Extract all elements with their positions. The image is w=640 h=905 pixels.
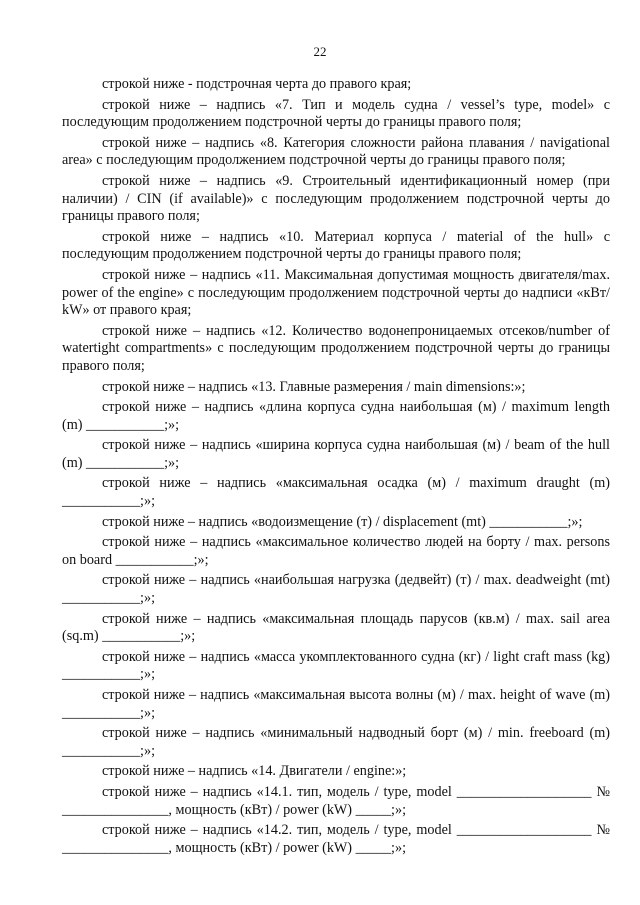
paragraph-watertight-compartments: строкой ниже – надпись «12. Количество водонепроницаемых отсеков/number of watertight compartments» с последующим продолжением подстрочной черты до границы правого поля; bbox=[62, 322, 610, 374]
paragraph-max-persons: строкой ниже – надпись «максимальное количество людей на борту / max. persons on board ___________;»; bbox=[62, 534, 610, 568]
paragraph-light-craft-mass: строкой ниже – надпись «масса укомплектованного судна (кг) / light craft mass (kg) ___________;»; bbox=[62, 648, 610, 683]
paragraph-beam: строкой ниже – надпись «ширина корпуса судна наибольшая (м) / beam of the hull (m) ___________;»; bbox=[62, 437, 610, 471]
document-body bbox=[62, 76, 610, 860]
paragraph-navigational-area: строкой ниже – надпись «8. Категория сложности района плавания / navigational area» с последующим продолжением подстрочной черты до границы правого поля; bbox=[62, 134, 610, 169]
paragraph-displacement: строкой ниже – надпись «водоизмещение (т) / displacement (mt) ___________;»; bbox=[102, 513, 583, 530]
paragraph-subline: строкой ниже - подстрочная черта до правого края; bbox=[102, 76, 412, 92]
paragraph-engine-1: строкой ниже – надпись «14.1. тип, модель / type, model ___________________ № _______________, мощность (кВт) / power (kW) _____;»; bbox=[62, 783, 610, 818]
paragraph-hull-material: строкой ниже – надпись «10. Материал корпуса / material of the hull» с последующим продолжением подстрочной черты до границы правого поля; bbox=[62, 228, 610, 263]
paragraph-engine-power: строкой ниже – надпись «11. Максимальная допустимая мощность двигателя/max. power of the engine» с последующим продолжением подстрочной черты до надписи «кВт/ kW» от правого края; bbox=[62, 266, 610, 319]
paragraph-engines: строкой ниже – надпись «14. Двигатели / engine:»; bbox=[102, 763, 407, 780]
paragraph-max-length: строкой ниже – надпись «длина корпуса судна наибольшая (м) / maximum length (m) ___________;»; bbox=[62, 399, 610, 433]
paragraph-engine-2: строкой ниже – надпись «14.2. тип, модель / type, model ___________________ № _______________, мощность (кВт) / power (kW) _____;»; bbox=[62, 822, 610, 856]
paragraph-main-dimensions: строкой ниже – надпись «13. Главные размерения / main dimensions:»; bbox=[102, 378, 526, 395]
paragraph-vessel-type: строкой ниже – надпись «7. Тип и модель судна / vessel’s type, model» с последующим продолжением подстрочной черты до границы правого поля; bbox=[62, 96, 610, 131]
page-number: 22 bbox=[313, 44, 327, 59]
paragraph-freeboard: строкой ниже – надпись «минимальный надводный борт (м) / min. freeboard (m) ___________;»; bbox=[62, 725, 610, 759]
paragraph-deadweight: строкой ниже – надпись «наибольшая нагрузка (дедвейт) (т) / max. deadweight (mt) ___________;»; bbox=[62, 572, 610, 607]
paragraph-wave-height: строкой ниже – надпись «максимальная высота волны (м) / max. height of wave (m) ___________;»; bbox=[62, 687, 610, 721]
paragraph-draught: строкой ниже – надпись «максимальная осадка (м) / maximum draught (m) ___________;»; bbox=[62, 475, 610, 510]
paragraph-cin: строкой ниже – надпись «9. Строительный идентификационный номер (при наличии) / CIN (if available)» с последующим продолжением подстрочной черты до границы правого поля; bbox=[62, 172, 610, 225]
paragraph-sail-area: строкой ниже – надпись «максимальная площадь парусов (кв.м) / max. sail area (sq.m) ___________;»; bbox=[62, 610, 610, 645]
